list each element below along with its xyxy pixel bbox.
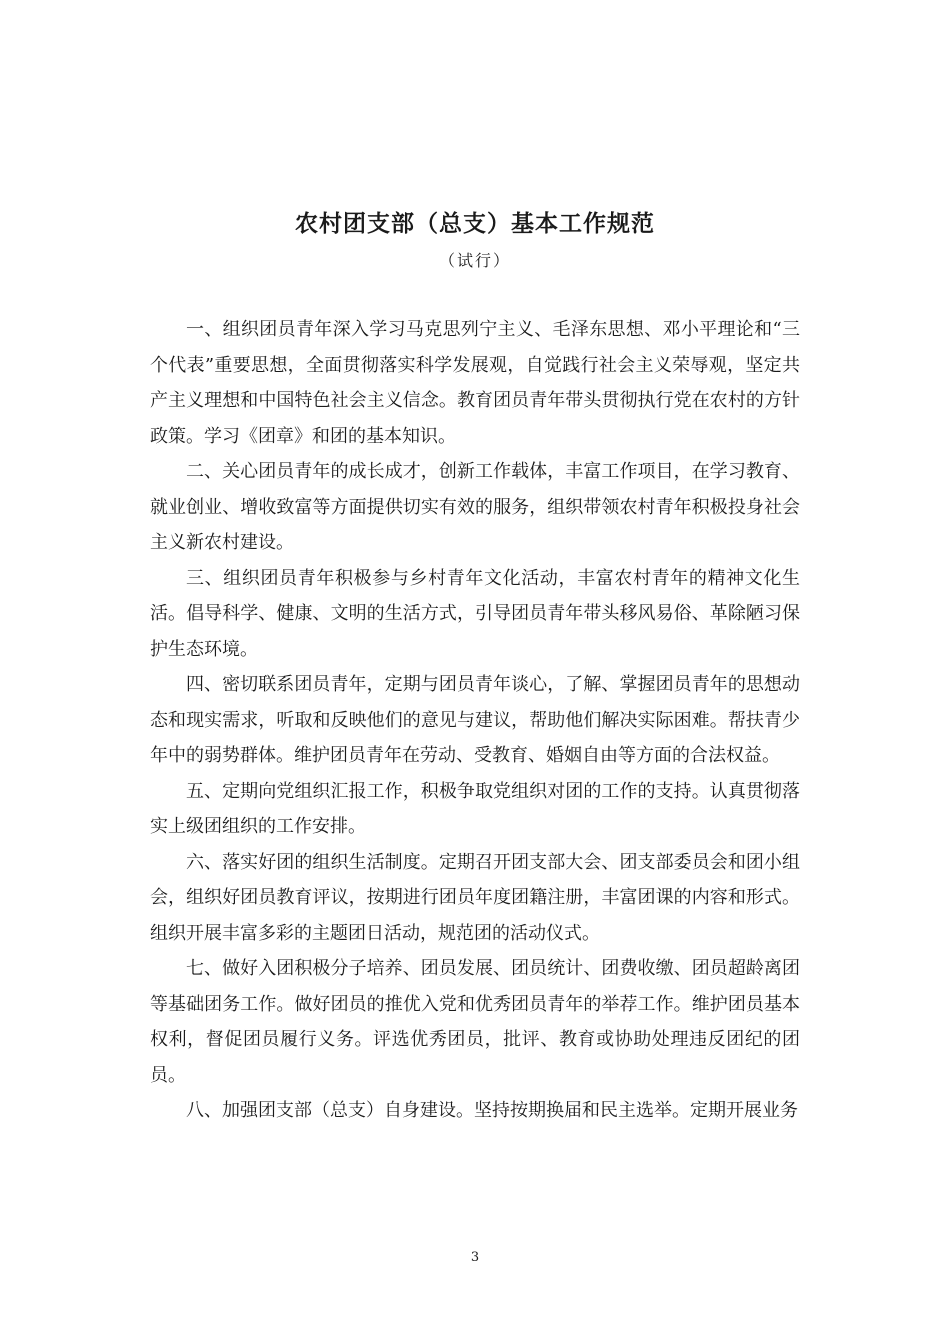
paragraph-6: 六、落实好团的组织生活制度。定期召开团支部大会、团支部委员会和团小组会，组织好团员教育评议，按期进行团员年度团籍注册，丰富团课的内容和形式。组织开展丰富多彩的主题团日活动，规范团的活动仪式。 [150,851,800,944]
paragraph-2: 二、关心团员青年的成长成才，创新工作载体，丰富工作项目，在学习教育、就业创业、增收致富等方面提供切实有效的服务，组织带领农村青年积极投身社会主义新农村建设。 [150,461,800,553]
document-body [150,312,800,1129]
page-number: 3 [470,1250,480,1265]
paragraph-7: 七、做好入团积极分子培养、团员发展、团员统计、团费收缴、团员超龄离团等基础团务工作。做好团员的推优入党和优秀团员青年的举荐工作。维护团员基本权利，督促团员履行义务。评选优秀团员，批评、教育或协助处理违反团纪的团员。 [150,958,800,1086]
paragraph-3: 三、组织团员青年积极参与乡村青年文化活动，丰富农村青年的精神文化生活。倡导科学、健康、文明的生活方式，引导团员青年带头移风易俗、革除陋习保护生态环境。 [150,567,800,660]
document-title: 农村团支部（总支）基本工作规范 [295,211,655,237]
paragraph-5: 五、定期向党组织汇报工作，积极争取党组织对团的工作的支持。认真贯彻落实上级团组织的工作安排。 [150,780,800,837]
document-subtitle: （试行） [438,251,511,270]
paragraph-8: 八、加强团支部（总支）自身建设。坚持按期换届和民主选举。定期开展业务 [186,1100,798,1121]
paragraph-1: 一、组织团员青年深入学习马克思列宁主义、毛泽东思想、邓小平理论和“三个代表”重要思想，全面贯彻落实科学发展观，自觉践行社会主义荣辱观，坚定共产主义理想和中国特色社会主义信念。教育团员青年带头贯彻执行党在农村的方针政策。学习《团章》和团的基本知识。 [150,319,800,447]
paragraph-4: 四、密切联系团员青年，定期与团员青年谈心，了解、掌握团员青年的思想动态和现实需求，听取和反映他们的意见与建议，帮助他们解决实际困难。帮扶青少年中的弱势群体。维护团员青年在劳动、受教育、婚姻自由等方面的合法权益。 [150,674,800,766]
